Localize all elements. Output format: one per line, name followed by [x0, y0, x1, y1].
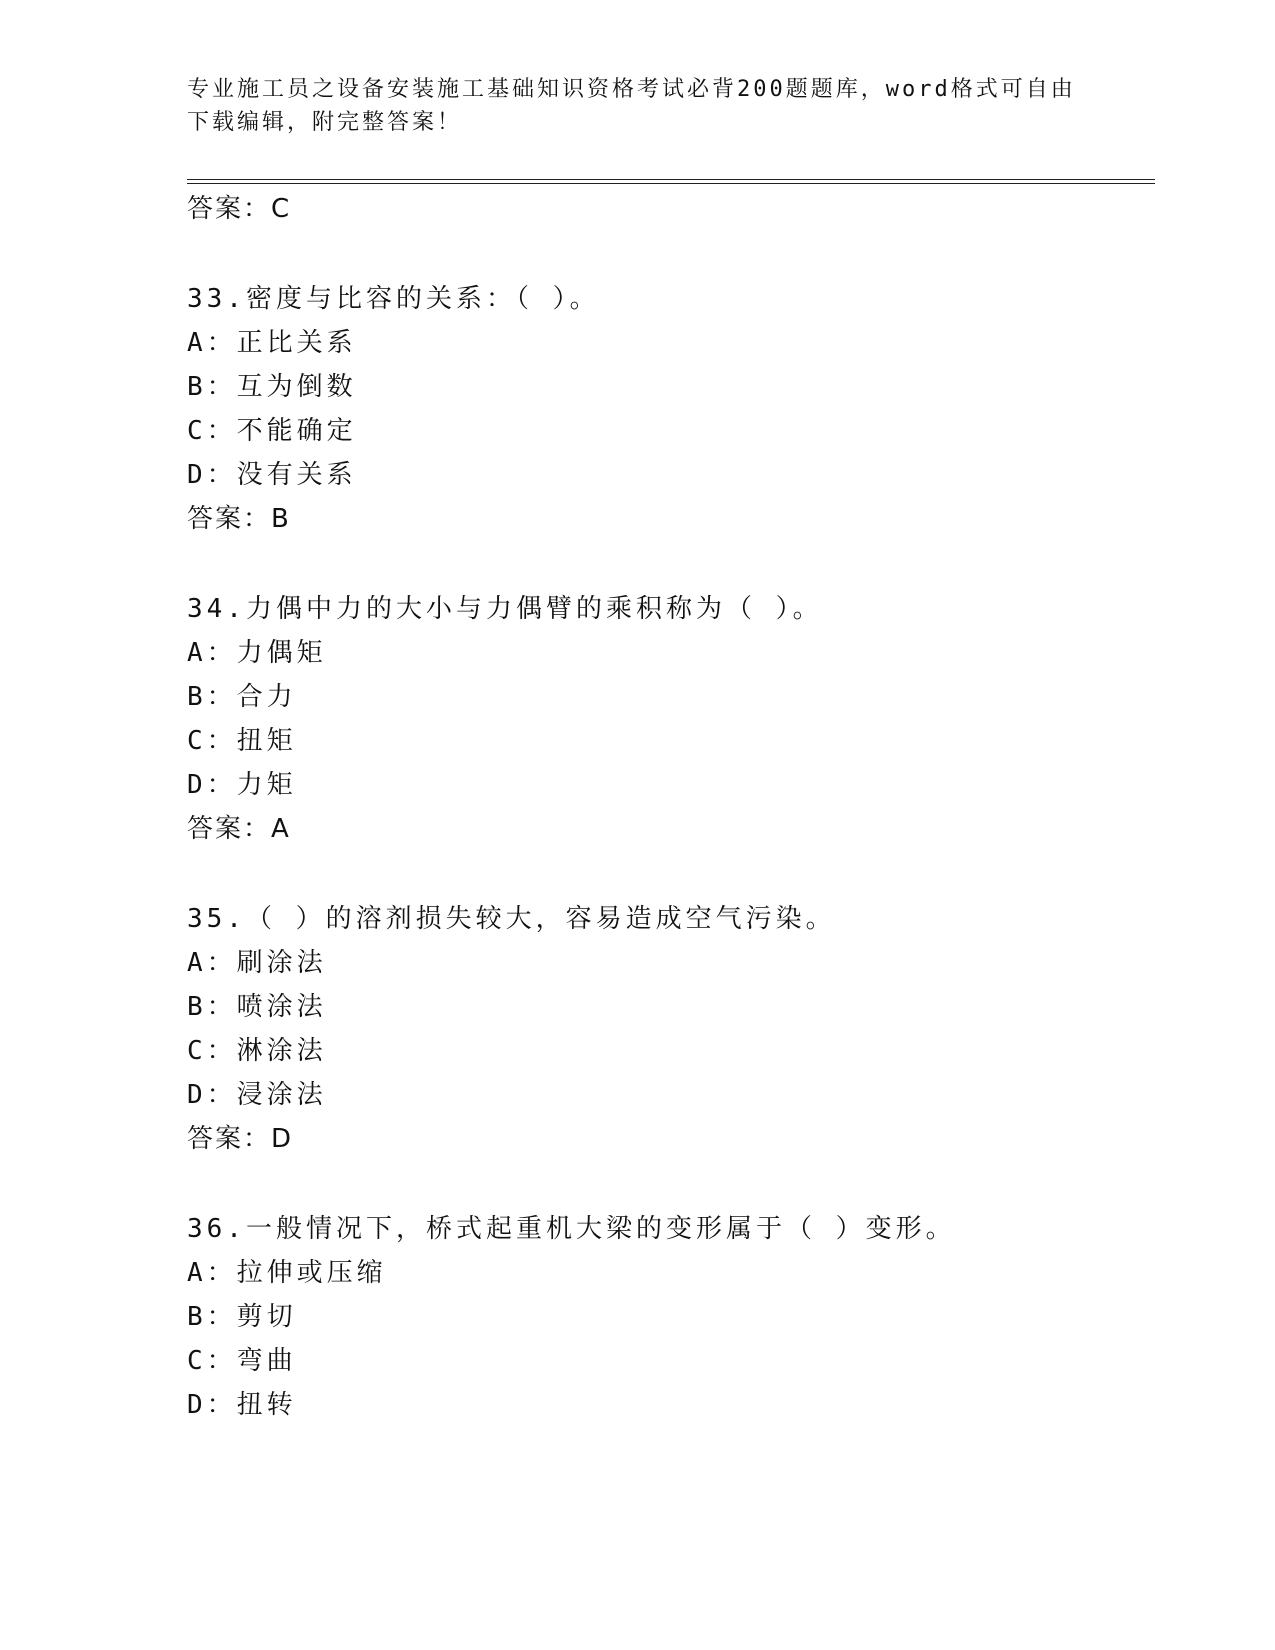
option-c: C：不能确定	[187, 416, 357, 446]
header-divider-bottom	[187, 183, 1155, 184]
option-a: A：刷涂法	[187, 948, 327, 978]
option-b: B：喷涂法	[187, 992, 327, 1022]
option-b: B：合力	[187, 682, 297, 712]
question-stem: 33.密度与比容的关系：（ ）。	[187, 284, 600, 314]
header-divider-top	[187, 179, 1155, 180]
answer-line: 答案：D	[187, 1124, 294, 1154]
option-a: A：力偶矩	[187, 638, 327, 668]
answer-line: 答案：C	[187, 194, 292, 224]
option-d: D：力矩	[187, 770, 297, 800]
question-stem: 36.一般情况下，桥式起重机大梁的变形属于（ ）变形。	[187, 1214, 956, 1244]
option-c: C：淋涂法	[187, 1036, 327, 1066]
option-d: D：扭转	[187, 1390, 297, 1420]
option-d: D：浸涂法	[187, 1080, 327, 1110]
question-stem: 35.（ ）的溶剂损失较大，容易造成空气污染。	[187, 904, 836, 934]
option-d: D：没有关系	[187, 460, 357, 490]
question-stem: 34.力偶中力的大小与力偶臂的乘积称为（ ）。	[187, 594, 823, 624]
option-b: B：剪切	[187, 1302, 297, 1332]
header-line-2: 下载编辑，附完整答案！	[187, 110, 463, 135]
header-line-1: 专业施工员之设备安装施工基础知识资格考试必背200题题库，word格式可自由	[187, 77, 1076, 102]
document-header	[187, 73, 1087, 139]
option-c: C：扭矩	[187, 726, 297, 756]
answer-line: 答案：B	[187, 504, 291, 534]
answer-line: 答案：A	[187, 814, 291, 844]
option-c: C：弯曲	[187, 1346, 297, 1376]
option-b: B：互为倒数	[187, 372, 357, 402]
option-a: A：正比关系	[187, 328, 357, 358]
option-a: A：拉伸或压缩	[187, 1258, 387, 1288]
